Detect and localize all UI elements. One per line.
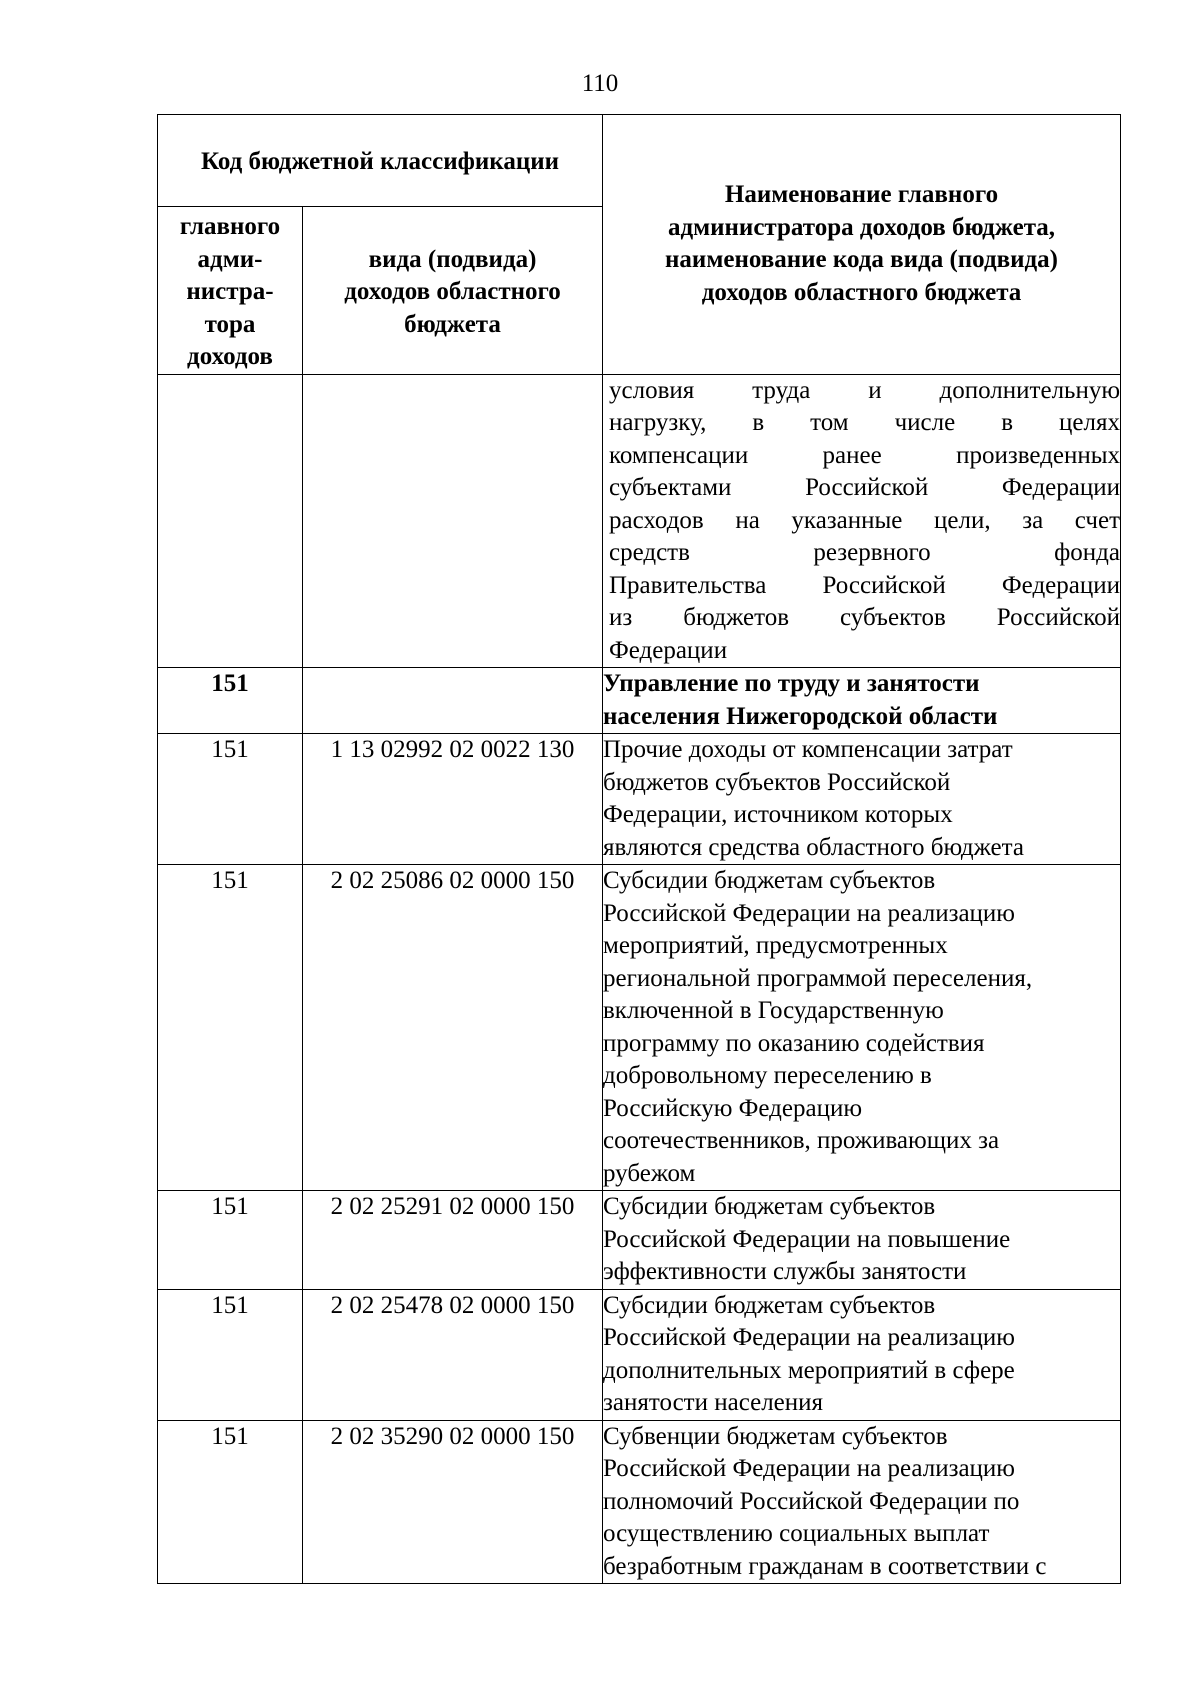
name-line: бюджетов субъектов Российской <box>603 768 951 796</box>
income-name-cell <box>603 1420 1121 1584</box>
table-row <box>158 668 1121 734</box>
name-line: Правительства Российской Федерации <box>609 571 1120 599</box>
income-code-cell: 1 13 02992 02 0022 130 <box>303 734 603 865</box>
name-line: полномочий Российской Федерации по <box>603 1487 1020 1515</box>
name-line: программу по оказанию содействия <box>603 1029 985 1057</box>
admin-code-cell: 151 <box>158 1289 303 1420</box>
income-name-cell <box>603 668 1121 734</box>
income-name-cell <box>603 1289 1121 1420</box>
name-line: субъектами Российской Федерации <box>609 474 1120 501</box>
name-line: Управление по труду и занятости <box>603 670 980 697</box>
table-row <box>158 865 1121 1191</box>
name-line: Федерации <box>609 636 728 664</box>
name-line: компенсации ранее произведенных <box>609 441 1120 469</box>
name-line: Субсидии бюджетам субъектов <box>603 1291 936 1319</box>
name-line: региональной программой переселения, <box>603 964 1033 992</box>
name-line: Субсидии бюджетам субъектов <box>603 867 936 894</box>
income-code-cell <box>303 668 603 734</box>
name-line: средств резервного фонда <box>609 539 1120 566</box>
admin-code-cell: 151 <box>158 668 303 734</box>
page-number: 110 <box>581 70 619 97</box>
income-name-cell <box>603 865 1121 1191</box>
table-row-continued <box>158 374 1121 668</box>
income-code-cell <box>303 374 603 668</box>
admin-code-cell: 151 <box>158 734 303 865</box>
budget-classification-table <box>157 114 1121 1584</box>
admin-code-cell <box>158 374 303 668</box>
name-line: занятости населения <box>603 1389 824 1416</box>
header-income-type-code: вида (подвида) доходов областного бюджета <box>303 207 603 375</box>
name-line: нагрузку, в том числе в целях <box>609 409 1120 436</box>
admin-code-cell: 151 <box>158 1420 303 1584</box>
table-body <box>158 374 1121 1584</box>
name-line: включенной в Государственную <box>603 997 944 1024</box>
header-main-administrator: главного адми- нистра- тора доходов <box>158 207 303 375</box>
table-row <box>158 734 1121 865</box>
income-name-cell <box>603 1191 1121 1290</box>
income-code-cell: 2 02 35290 02 0000 150 <box>303 1420 603 1584</box>
income-name-cell <box>603 734 1121 865</box>
name-line: населения Нижегородской области <box>603 702 998 730</box>
name-line: добровольному переселению в <box>603 1062 932 1089</box>
header-budget-classification-code: Код бюджетной классификации <box>158 115 603 207</box>
name-line: Российской Федерации на повышение <box>603 1225 1011 1253</box>
name-line: Федерации, источником которых <box>603 801 953 828</box>
table-header <box>158 115 1121 375</box>
name-line: мероприятий, предусмотренных <box>603 932 948 959</box>
name-line: Российскую Федерацию <box>603 1094 863 1122</box>
name-line: эффективности службы занятости <box>603 1258 967 1285</box>
name-line: рубежом <box>603 1159 696 1187</box>
table-row <box>158 1420 1121 1584</box>
name-line: дополнительных мероприятий в сфере <box>603 1356 1015 1384</box>
name-line: из бюджетов субъектов Российской <box>609 604 1120 631</box>
name-line: соотечественников, проживающих за <box>603 1127 1000 1154</box>
name-line: Субвенции бюджетам субъектов <box>603 1422 948 1450</box>
table-row <box>158 1191 1121 1290</box>
name-line: осуществлению социальных выплат <box>603 1520 990 1547</box>
income-code-cell: 2 02 25086 02 0000 150 <box>303 865 603 1191</box>
header-administrator-name: Наименование главного администратора доходов бюджета, наименование кода вида (подвида) доходов областного бюджета <box>603 115 1121 375</box>
income-name-cell <box>603 374 1121 668</box>
table-row <box>158 1289 1121 1420</box>
name-line: расходов на указанные цели, за счет <box>609 506 1120 534</box>
name-line: Российской Федерации на реализацию <box>603 1455 1015 1482</box>
name-line: Прочие доходы от компенсации затрат <box>603 736 1013 763</box>
name-line: условия труда и дополнительную <box>609 376 1120 404</box>
income-code-cell: 2 02 25291 02 0000 150 <box>303 1191 603 1290</box>
name-line: Российской Федерации на реализацию <box>603 1324 1015 1351</box>
name-line: Российской Федерации на реализацию <box>603 899 1015 927</box>
admin-code-cell: 151 <box>158 1191 303 1290</box>
admin-code-cell: 151 <box>158 865 303 1191</box>
name-line: являются средства областного бюджета <box>603 833 1024 861</box>
name-line: Субсидии бюджетам субъектов <box>603 1193 936 1220</box>
income-code-cell: 2 02 25478 02 0000 150 <box>303 1289 603 1420</box>
name-line: безработным гражданам в соответствии с <box>603 1552 1047 1580</box>
